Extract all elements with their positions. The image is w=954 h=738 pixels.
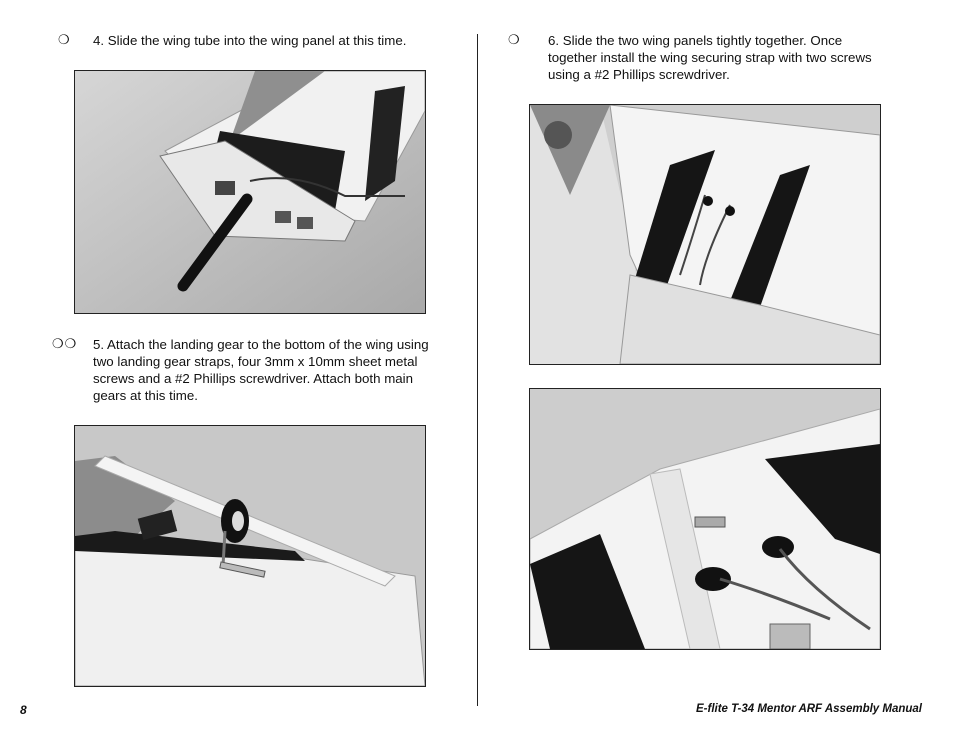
wing-panels-photo [529,104,881,365]
step-6-text: 6. Slide the two wing panels tightly together. Once together install the wing securing strap with two screws using a #2 Phillips screwdriver. [548,33,872,82]
step-4-checkbox[interactable]: ❍ [58,32,71,47]
column-divider [477,34,478,706]
manual-title-footer: E-flite T-34 Mentor ARF Assembly Manual [696,703,922,715]
step-5-text: 5. Attach the landing gear to the bottom of the wing using two landing gear straps, four 3mm x 10mm sheet metal screws and a #2 Phillips screwdriver. Attach both main gears at this time. [93,337,429,403]
step-5-checkbox[interactable]: ❍❍ [52,336,78,351]
wing-tube-photo [74,70,426,314]
page-number: 8 [20,703,27,717]
securing-strap-photo [529,388,881,650]
step-6-checkbox[interactable]: ❍ [508,32,521,47]
step-4-text: 4. Slide the wing tube into the wing panel at this time. [93,33,407,48]
landing-gear-photo [74,425,426,687]
